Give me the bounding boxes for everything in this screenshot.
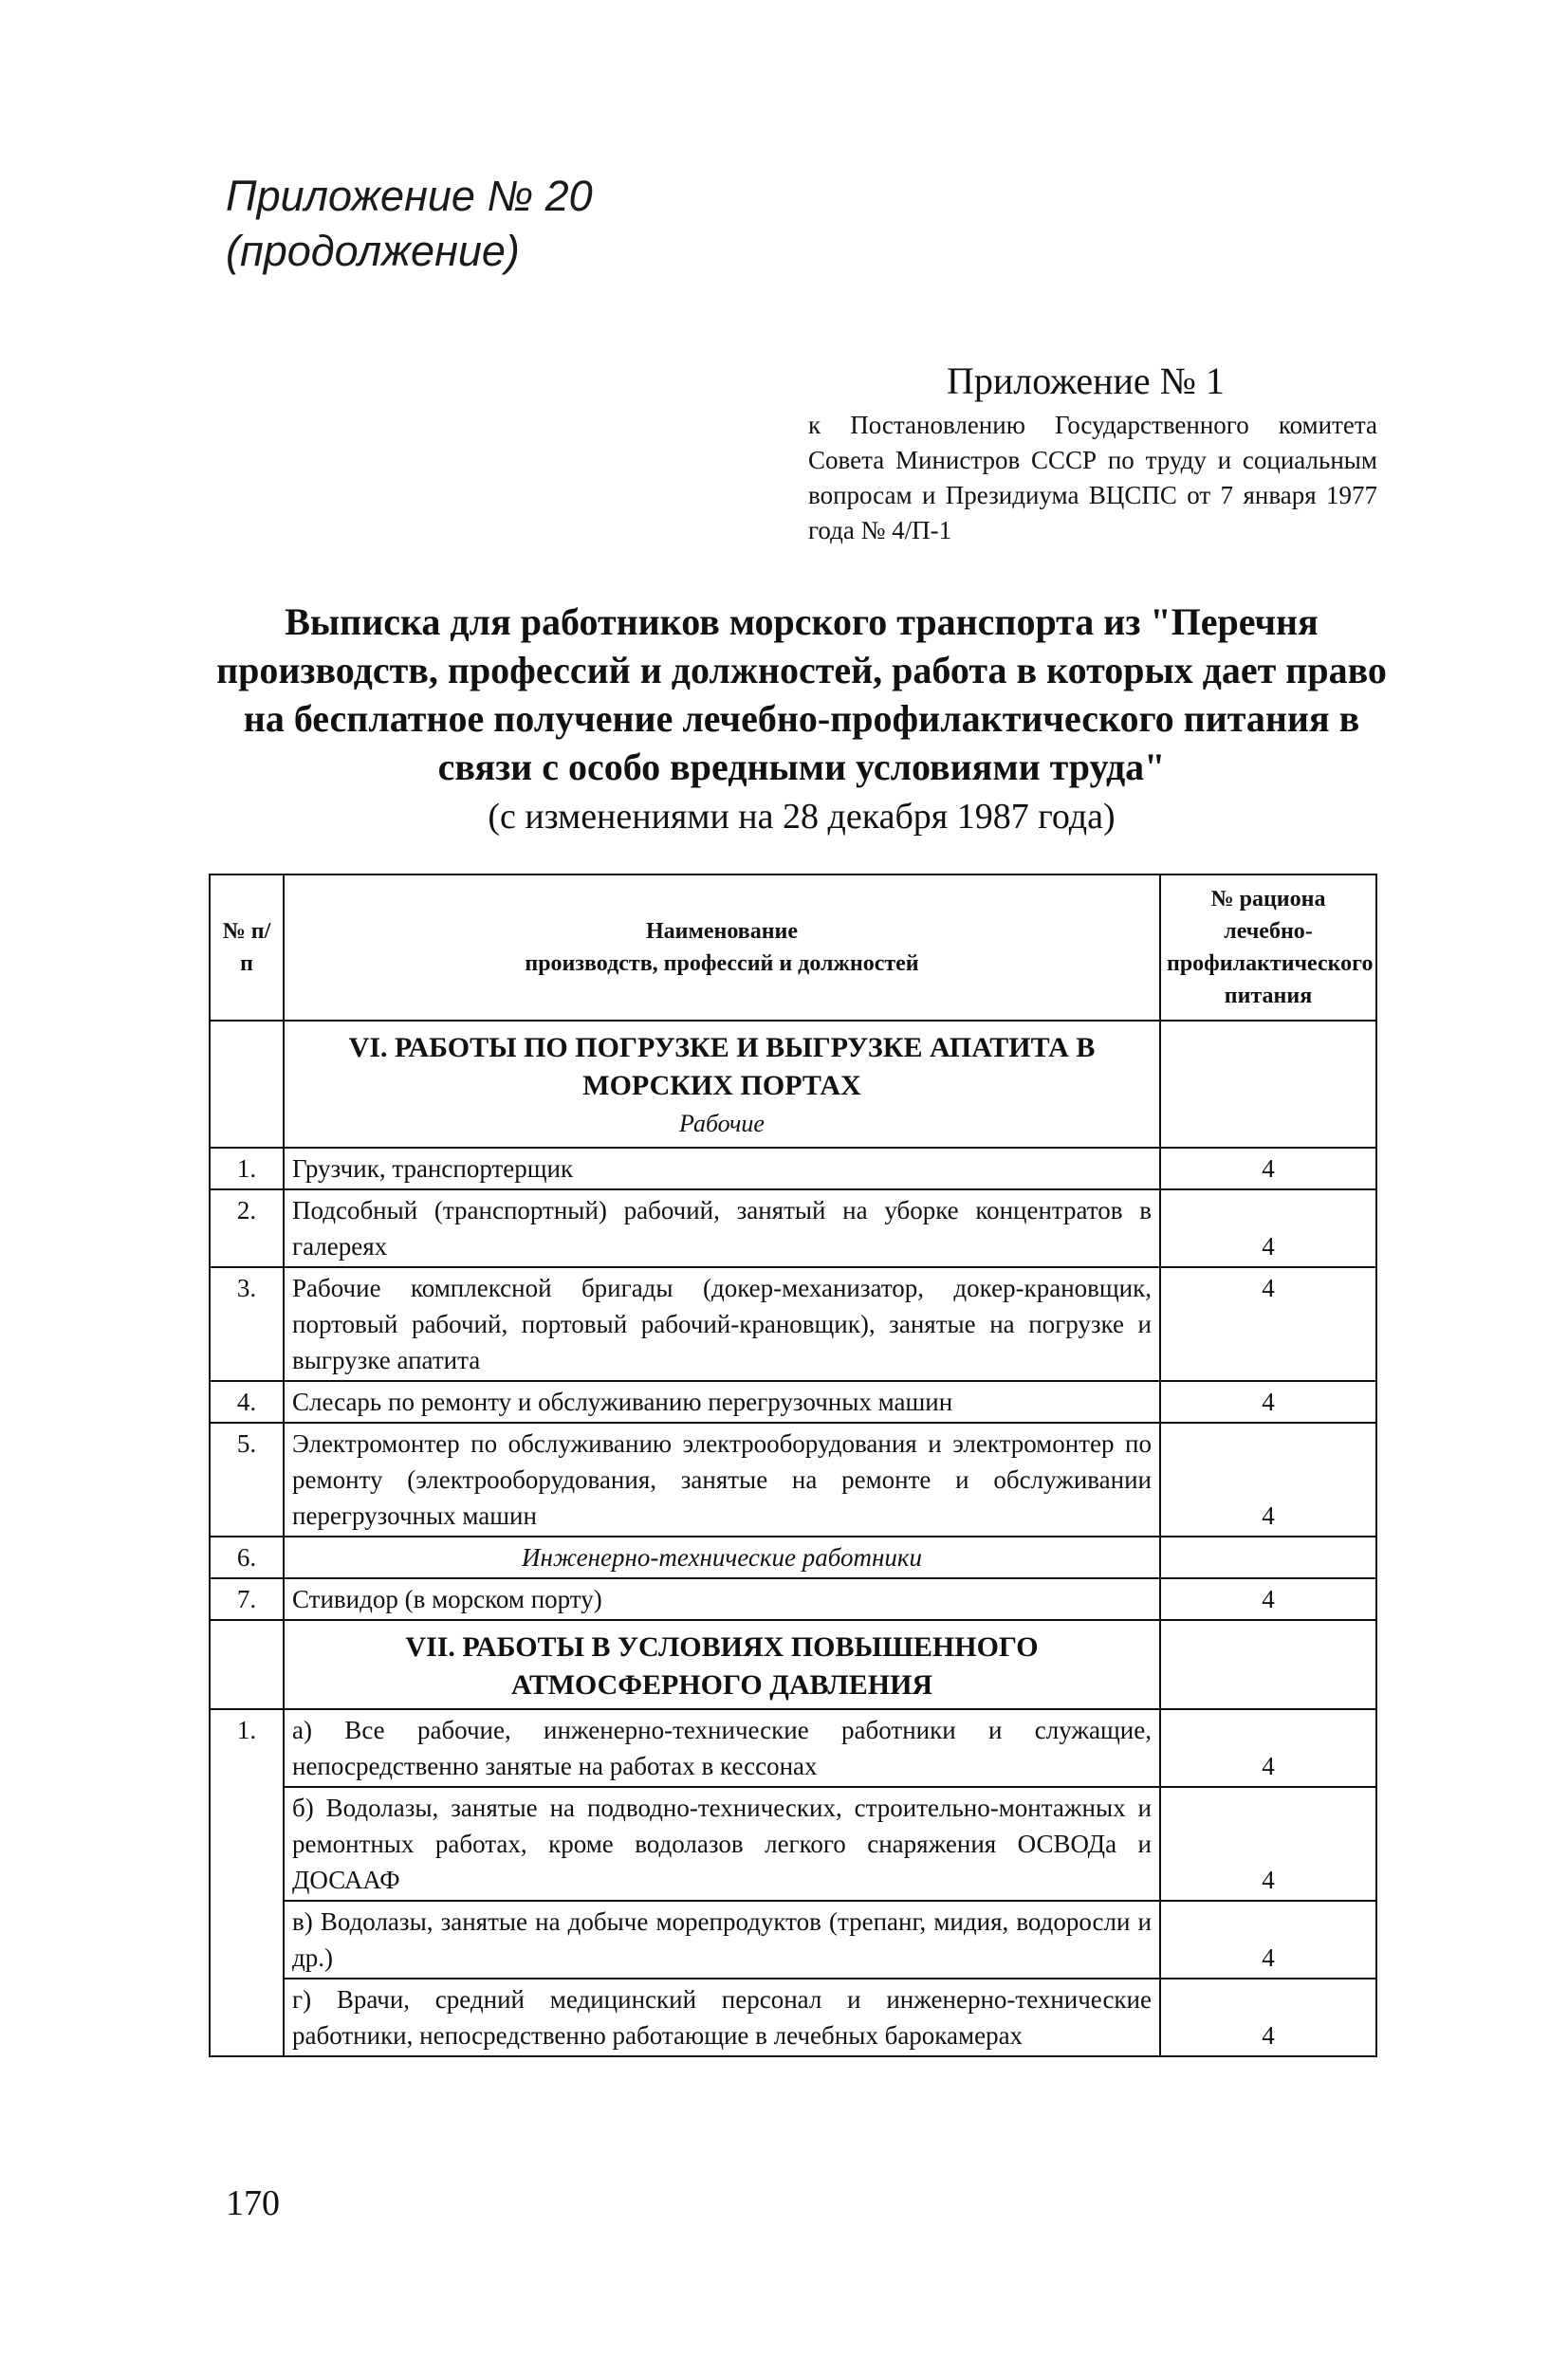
row-name: Грузчик, транспортерщик [284,1148,1160,1189]
row-ration: 4 [1160,1578,1376,1620]
annex-number: Приложение № 20 [226,172,593,220]
row-name: Рабочие комплексной бригады (докер-механизатор, докер-крановщик, портовый рабочий, портовый рабочий-крановщик), занятые на погрузке и выгрузке апатита [284,1267,1160,1381]
row-ration: 4 [1160,1979,1376,2056]
section-row [210,1620,1376,1709]
table-row [210,1423,1376,1537]
header-num: № п/п [210,875,284,1021]
row-ration: 4 [1160,1423,1376,1537]
row-num: 7. [210,1578,284,1620]
row-name: б) Водолазы, занятые на подводно-технических, строительно-монтажных и ремонтных работах, кроме водолазов легкого снаряжения ОСВОДа и ДОСААФ [284,1787,1160,1901]
row-ration: 4 [1160,1189,1376,1267]
section-title: VI. РАБОТЫ ПО ПОГРУЗКЕ И ВЫГРУЗКЕ АПАТИТА В МОРСКИХ ПОРТАХ [348,1032,1096,1101]
row-ration: 4 [1160,1267,1376,1381]
section-row [210,1021,1376,1148]
document-title: Выписка для работников морского транспорта из "Перечня производств, профессий и должностей, работа в которых дает право на бесплатное получение лечебно-профилактического питания в связи с особо вредными условиями труда" [216,600,1387,788]
section-num-empty [210,1021,284,1148]
table-row [210,1148,1376,1189]
appendix-reference: к Постановлению Государственного комитета Совета Министров СССР по труду и социальным вопросам и Президиума ВЦСПС от 7 января 1977 года № 4/П-1 [808,411,1377,544]
row-name: г) Врачи, средний медицинский персонал и инженерно-технические работники, непосредственно работающие в лечебных барокамерах [284,1979,1160,2056]
section-ration-empty [1160,1620,1376,1709]
table-row [210,1709,1376,1787]
row-ration: 4 [1160,1709,1376,1787]
section-cell [284,1620,1160,1709]
row-name-subheading: Инженерно-технические работники [284,1537,1160,1578]
section-ration-empty [1160,1021,1376,1148]
row-name: Слесарь по ремонту и обслуживанию перегрузочных машин [284,1381,1160,1423]
row-name: Стивидор (в морском порту) [284,1578,1160,1620]
row-num: 4. [210,1381,284,1423]
header-ration: № рациона лечебно-профилактического питания [1160,875,1376,1021]
row-num: 1. [210,1148,284,1189]
annex-continuation: (продолжение) [226,227,520,275]
annex-label [226,169,593,279]
table-row [210,1578,1376,1620]
section-num-empty [210,1620,284,1709]
row-num: 5. [210,1423,284,1537]
table-row [210,1979,1376,2056]
row-ration: 4 [1160,1787,1376,1901]
header-name [284,875,1160,1021]
row-name: Подсобный (транспортный) рабочий, занятый на уборке концентратов в галереях [284,1189,1160,1267]
professions-table [209,874,1377,2057]
row-name: в) Водолазы, занятые на добыче морепродуктов (трепанг, мидия, водоросли и др.) [284,1901,1160,1979]
row-name: а) Все рабочие, инженерно-технические работники и служащие, непосредственно занятые на работах в кессонах [284,1709,1160,1787]
row-num: 1. [210,1709,284,2056]
header-name-line1: Наименование [646,919,798,944]
row-num: 6. [210,1537,284,1578]
row-num: 2. [210,1189,284,1267]
row-num: 3. [210,1267,284,1381]
table-row [210,1189,1376,1267]
section-title: VII. РАБОТЫ В УСЛОВИЯХ ПОВЫШЕННОГО АТМОСФЕРНОГО ДАВЛЕНИЯ [405,1631,1039,1701]
row-ration: 4 [1160,1381,1376,1423]
table-row [210,1381,1376,1423]
page-number: 170 [226,2183,280,2223]
header-name-line2: производств, профессий и должностей [525,951,919,976]
row-ration: 4 [1160,1148,1376,1189]
section-cell [284,1021,1160,1148]
section-subheading: Рабочие [679,1110,765,1137]
appendix-header [808,357,1377,548]
table-row [210,1537,1376,1578]
table-row [210,1267,1376,1381]
table-row [210,1787,1376,1901]
document-subtitle: (с изменениями на 28 декабря 1987 года) [488,797,1116,837]
appendix-title: Приложение № 1 [947,359,1225,402]
table-header-row [210,875,1376,1021]
row-ration-empty [1160,1537,1376,1578]
row-ration: 4 [1160,1901,1376,1979]
table-row [210,1901,1376,1979]
row-name: Электромонтер по обслуживанию электрооборудования и электромонтер по ремонту (электрооборудования, занятые на ремонте и обслуживании перегрузочных машин [284,1423,1160,1537]
